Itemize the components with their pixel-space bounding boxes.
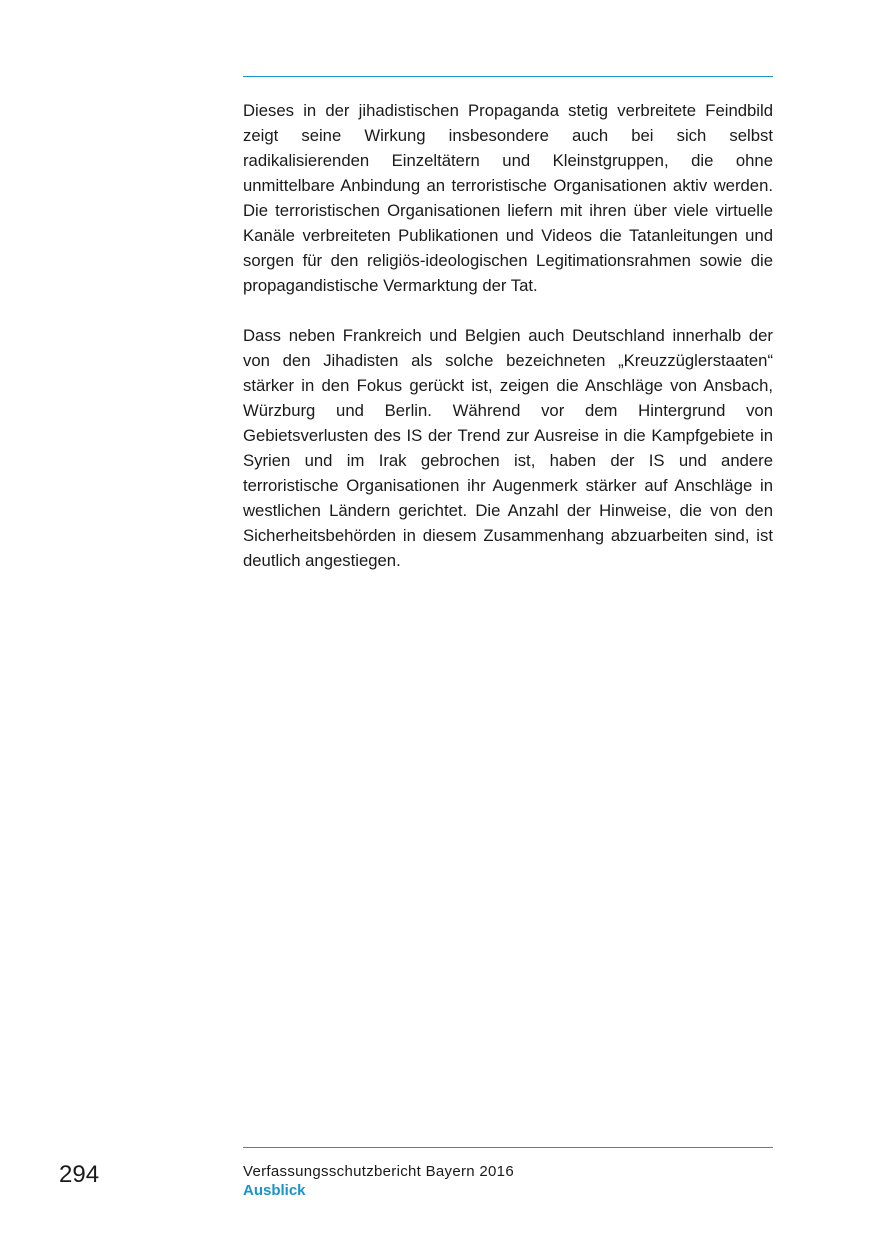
page-number: 294 — [59, 1161, 100, 1188]
section-title: Ausblick — [243, 1182, 306, 1199]
publication-title: Verfassungsschutzbericht Bayern 2016 — [243, 1163, 514, 1180]
paragraph-1: Dieses in der jihadistischen Propaganda stetig verbreitete Feindbild zeigt seine Wirkung insbesondere auch bei sich selbst radikalisierenden Einzeltätern und Kleinstgruppen, die ohne unmittelbare Anbindung an terroristische Organisationen aktiv werden. Die terroristischen Organisationen liefern mit ihren über viele virtuelle Kanäle verbreiteten Publikationen und Videos die Tatanleitungen und sorgen für den religiös-ideologischen Legitimationsrahmen sowie die propagandistische Vermarktung der Tat. — [243, 101, 773, 295]
footer-rule — [243, 1147, 773, 1148]
footer — [243, 1162, 773, 1200]
paragraph-2: Dass neben Frankreich und Belgien auch Deutschland innerhalb der von den Jihadisten als solche bezeichneten „Kreuzzüglerstaaten“ stärker in den Fokus gerückt ist, zeigen die Anschläge von Ansbach, Würzburg und Berlin. Während vor dem Hintergrund von Gebietsverlusten des IS der Trend zur Ausreise in die Kampfgebiete in Syrien und im Irak gebrochen ist, haben der IS und andere terroristische Organisationen ihr Augenmerk stärker auf Anschläge in westlichen Ländern gerichtet. Die Anzahl der Hinweise, die von den Sicherheitsbehörden in diesem Zusammenhang abzuarbeiten sind, ist deutlich angestiegen. — [243, 326, 773, 570]
body-text — [243, 98, 773, 598]
header-rule — [243, 76, 773, 77]
